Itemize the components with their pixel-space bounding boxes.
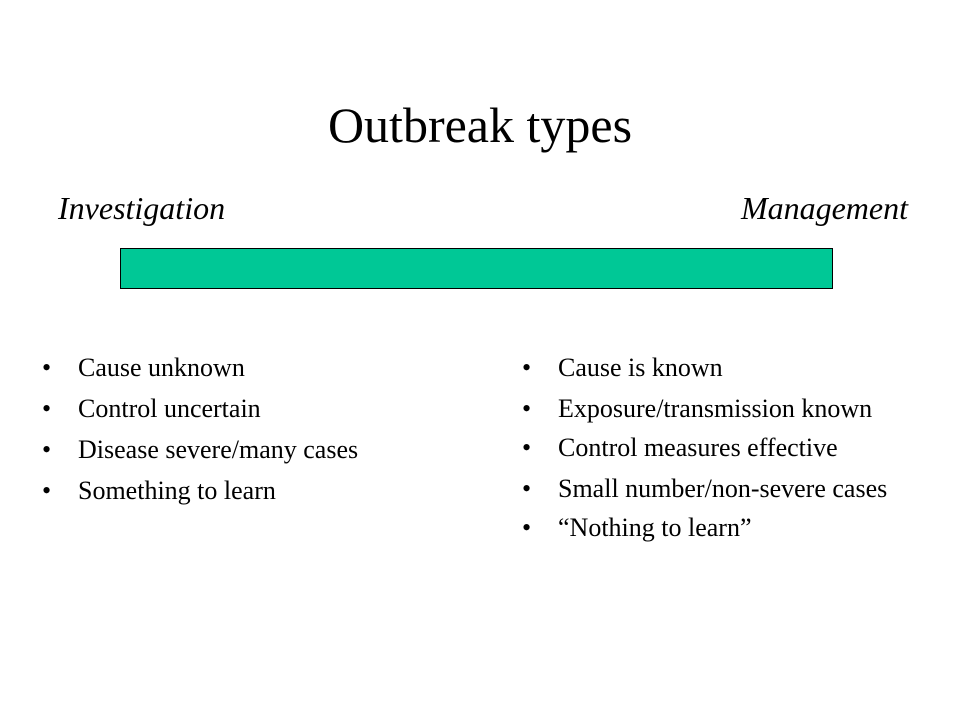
bullet-text: Cause unknown bbox=[78, 353, 245, 382]
bullet-icon: • bbox=[42, 476, 52, 505]
bullet-text: “Nothing to learn” bbox=[558, 513, 752, 542]
list-item bbox=[42, 393, 362, 425]
bullet-icon: • bbox=[522, 513, 532, 542]
list-item bbox=[522, 512, 922, 544]
management-bullet-list bbox=[522, 352, 922, 553]
bullet-icon: • bbox=[522, 394, 532, 423]
list-item bbox=[42, 434, 362, 466]
bullet-text: Small number/non-severe cases bbox=[558, 474, 888, 503]
bullet-icon: • bbox=[42, 353, 52, 382]
bullet-text: Control measures effective bbox=[558, 433, 838, 462]
list-item bbox=[522, 393, 922, 425]
bullet-icon: • bbox=[42, 435, 52, 464]
bullet-icon: • bbox=[42, 394, 52, 423]
bullet-text: Exposure/transmission known bbox=[558, 394, 873, 423]
list-item bbox=[42, 352, 362, 384]
slide-title: Outbreak types bbox=[327, 97, 633, 153]
bullet-icon: • bbox=[522, 353, 532, 382]
investigation-bullet-list bbox=[42, 352, 362, 516]
bullet-text: Disease severe/many cases bbox=[78, 435, 359, 464]
list-item bbox=[522, 352, 922, 384]
spectrum-bar bbox=[120, 248, 833, 289]
list-item bbox=[522, 432, 922, 464]
investigation-label: Investigation bbox=[58, 190, 226, 226]
bullet-text: Something to learn bbox=[78, 476, 276, 505]
list-item bbox=[522, 473, 922, 505]
management-label: Management bbox=[740, 190, 908, 226]
list-item bbox=[42, 475, 362, 507]
bullet-icon: • bbox=[522, 433, 532, 462]
bullet-text: Cause is known bbox=[558, 353, 723, 382]
bullet-icon: • bbox=[522, 474, 532, 503]
bullet-text: Control uncertain bbox=[78, 394, 261, 423]
